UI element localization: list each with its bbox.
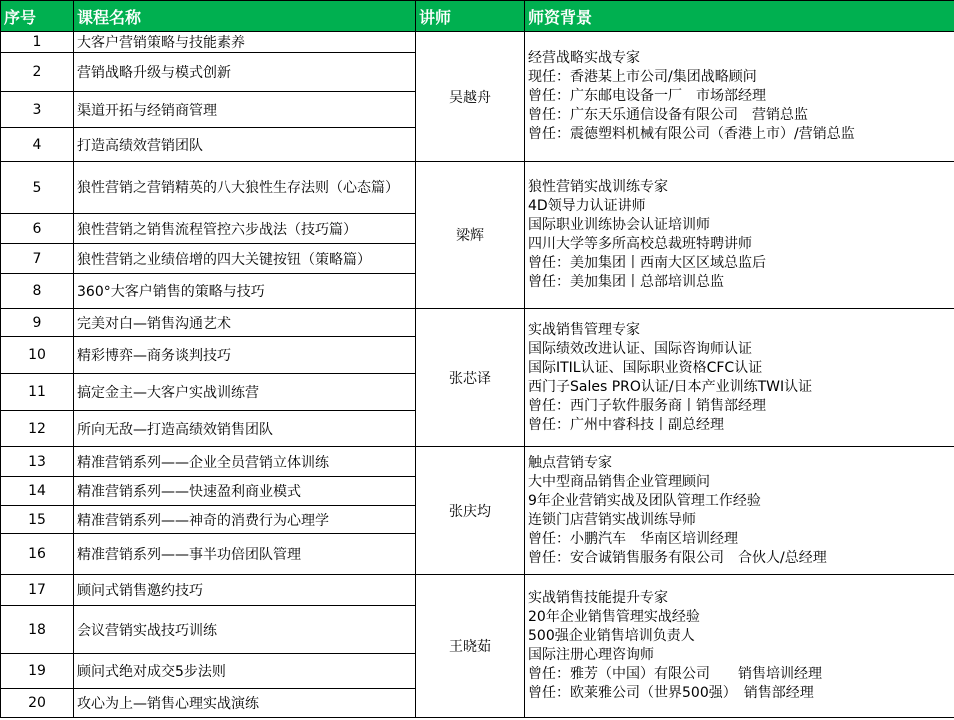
course-name: 攻心为上—销售心理实战演练 bbox=[74, 689, 416, 718]
background-line: 曾任：美加集团丨总部培训总监 bbox=[528, 274, 724, 290]
row-number: 12 bbox=[1, 411, 74, 447]
background-line: 国际ITIL认证、国际职业资格CFC认证 bbox=[528, 359, 763, 376]
row-number: 10 bbox=[1, 337, 74, 374]
course-name: 狼性营销之销售流程管控六步战法（技巧篇） bbox=[74, 214, 416, 244]
course-name: 狼性营销之业绩倍增的四大关键按钮（策略篇） bbox=[74, 244, 416, 274]
row-number: 14 bbox=[1, 477, 74, 506]
course-name: 精准营销系列——快速盈利商业模式 bbox=[74, 477, 416, 506]
row-number: 5 bbox=[1, 162, 74, 214]
background-line: 曾任：震德塑料机械有限公司（香港上市）/营销总监 bbox=[528, 126, 855, 142]
header-row bbox=[1, 1, 954, 32]
background-line: 国际注册心理咨询师 bbox=[528, 647, 654, 663]
teacher-name: 吴越舟 bbox=[416, 32, 525, 162]
background-line: 曾任：小鹏汽车 华南区培训经理 bbox=[528, 530, 738, 547]
background-line: 四川大学等多所高校总裁班特聘讲师 bbox=[528, 236, 752, 252]
background-line: 触点营销专家 bbox=[528, 454, 612, 471]
header-teacher: 讲师 bbox=[416, 1, 525, 32]
table-row bbox=[1, 162, 954, 214]
teacher-background bbox=[525, 575, 954, 718]
background-line: 连锁门店营销实战训练导师 bbox=[528, 511, 696, 528]
background-line: 4D领导力认证讲师 bbox=[528, 198, 646, 214]
background-line: 曾任：西门子软件服务商丨销售部经理 bbox=[528, 397, 766, 414]
background-line: 国际绩效改进认证、国际咨询师认证 bbox=[528, 340, 752, 357]
course-name: 完美对白—销售沟通艺术 bbox=[74, 309, 416, 337]
teacher-name: 张芯译 bbox=[416, 309, 525, 447]
background-line: 20年企业销售管理实战经验 bbox=[528, 609, 700, 625]
background-line: 500强企业销售培训负责人 bbox=[528, 628, 695, 644]
row-number: 19 bbox=[1, 654, 74, 689]
teacher-background bbox=[525, 162, 954, 309]
row-number: 9 bbox=[1, 309, 74, 337]
background-line: 曾任：广东邮电设备一厂 市场部经理 bbox=[528, 88, 766, 104]
background-line: 实战销售管理专家 bbox=[528, 321, 640, 338]
background-line: 现任：香港某上市公司/集团战略顾问 bbox=[528, 69, 757, 85]
teacher-name: 梁辉 bbox=[416, 162, 525, 309]
row-number: 3 bbox=[1, 92, 74, 128]
teacher-name: 王晓茹 bbox=[416, 575, 525, 718]
table-row bbox=[1, 309, 954, 337]
row-number: 4 bbox=[1, 128, 74, 162]
background-line: 经营战略实战专家 bbox=[528, 50, 640, 66]
course-name: 搞定金主—大客户实战训练营 bbox=[74, 374, 416, 411]
background-line: 曾任：雅芳（中国）有限公司 销售培训经理 bbox=[528, 666, 822, 682]
course-name: 营销战略升级与模式创新 bbox=[74, 53, 416, 92]
table-row bbox=[1, 575, 954, 606]
header-no: 序号 bbox=[1, 1, 74, 32]
course-name: 狼性营销之营销精英的八大狼性生存法则（心态篇） bbox=[74, 162, 416, 214]
background-line: 狼性营销实战训练专家 bbox=[528, 179, 668, 195]
row-number: 18 bbox=[1, 606, 74, 654]
background-line: 曾任：安合诚销售服务有限公司 合伙人/总经理 bbox=[528, 549, 827, 566]
course-name: 会议营销实战技巧训练 bbox=[74, 606, 416, 654]
teacher-background bbox=[525, 309, 954, 447]
row-number: 11 bbox=[1, 374, 74, 411]
course-name: 顾问式绝对成交5步法则 bbox=[74, 654, 416, 689]
background-line: 曾任：广州中睿科技丨副总经理 bbox=[528, 416, 724, 433]
row-number: 8 bbox=[1, 274, 74, 309]
background-line: 曾任：美加集团丨西南大区区域总监后 bbox=[528, 255, 766, 271]
teacher-name: 张庆均 bbox=[416, 447, 525, 575]
course-name: 精准营销系列——企业全员营销立体训练 bbox=[74, 447, 416, 477]
course-name: 所向无敌—打造高绩效销售团队 bbox=[74, 411, 416, 447]
background-line: 大中型商品销售企业管理顾问 bbox=[528, 473, 710, 490]
course-name: 精彩博弈—商务谈判技巧 bbox=[74, 337, 416, 374]
background-line: 西门子Sales PRO认证/日本产业训练TWI认证 bbox=[528, 378, 813, 395]
table-row bbox=[1, 32, 954, 53]
course-name: 渠道开拓与经销商管理 bbox=[74, 92, 416, 128]
background-line: 9年企业营销实战及团队管理工作经验 bbox=[528, 492, 761, 509]
background-line: 曾任：欧莱雅公司（世界500强） 销售部经理 bbox=[528, 685, 814, 701]
row-number: 17 bbox=[1, 575, 74, 606]
row-number: 7 bbox=[1, 244, 74, 274]
row-number: 6 bbox=[1, 214, 74, 244]
header-course: 课程名称 bbox=[74, 1, 416, 32]
row-number: 16 bbox=[1, 534, 74, 575]
row-number: 2 bbox=[1, 53, 74, 92]
course-name: 360°大客户销售的策略与技巧 bbox=[74, 274, 416, 309]
course-name: 打造高绩效营销团队 bbox=[74, 128, 416, 162]
row-number: 1 bbox=[1, 32, 74, 53]
background-line: 曾任：广东天乐通信设备有限公司 营销总监 bbox=[528, 107, 808, 123]
course-name: 精准营销系列——神奇的消费行为心理学 bbox=[74, 506, 416, 534]
teacher-background bbox=[525, 447, 954, 575]
course-name: 大客户营销策略与技能素养 bbox=[74, 32, 416, 53]
table-row bbox=[1, 447, 954, 477]
course-name: 精准营销系列——事半功倍团队管理 bbox=[74, 534, 416, 575]
header-background: 师资背景 bbox=[525, 1, 954, 32]
row-number: 15 bbox=[1, 506, 74, 534]
course-name: 顾问式销售邀约技巧 bbox=[74, 575, 416, 606]
background-line: 实战销售技能提升专家 bbox=[528, 590, 668, 606]
background-line: 国际职业训练协会认证培训师 bbox=[528, 217, 710, 233]
row-number: 13 bbox=[1, 447, 74, 477]
row-number: 20 bbox=[1, 689, 74, 718]
teacher-background bbox=[525, 32, 954, 162]
